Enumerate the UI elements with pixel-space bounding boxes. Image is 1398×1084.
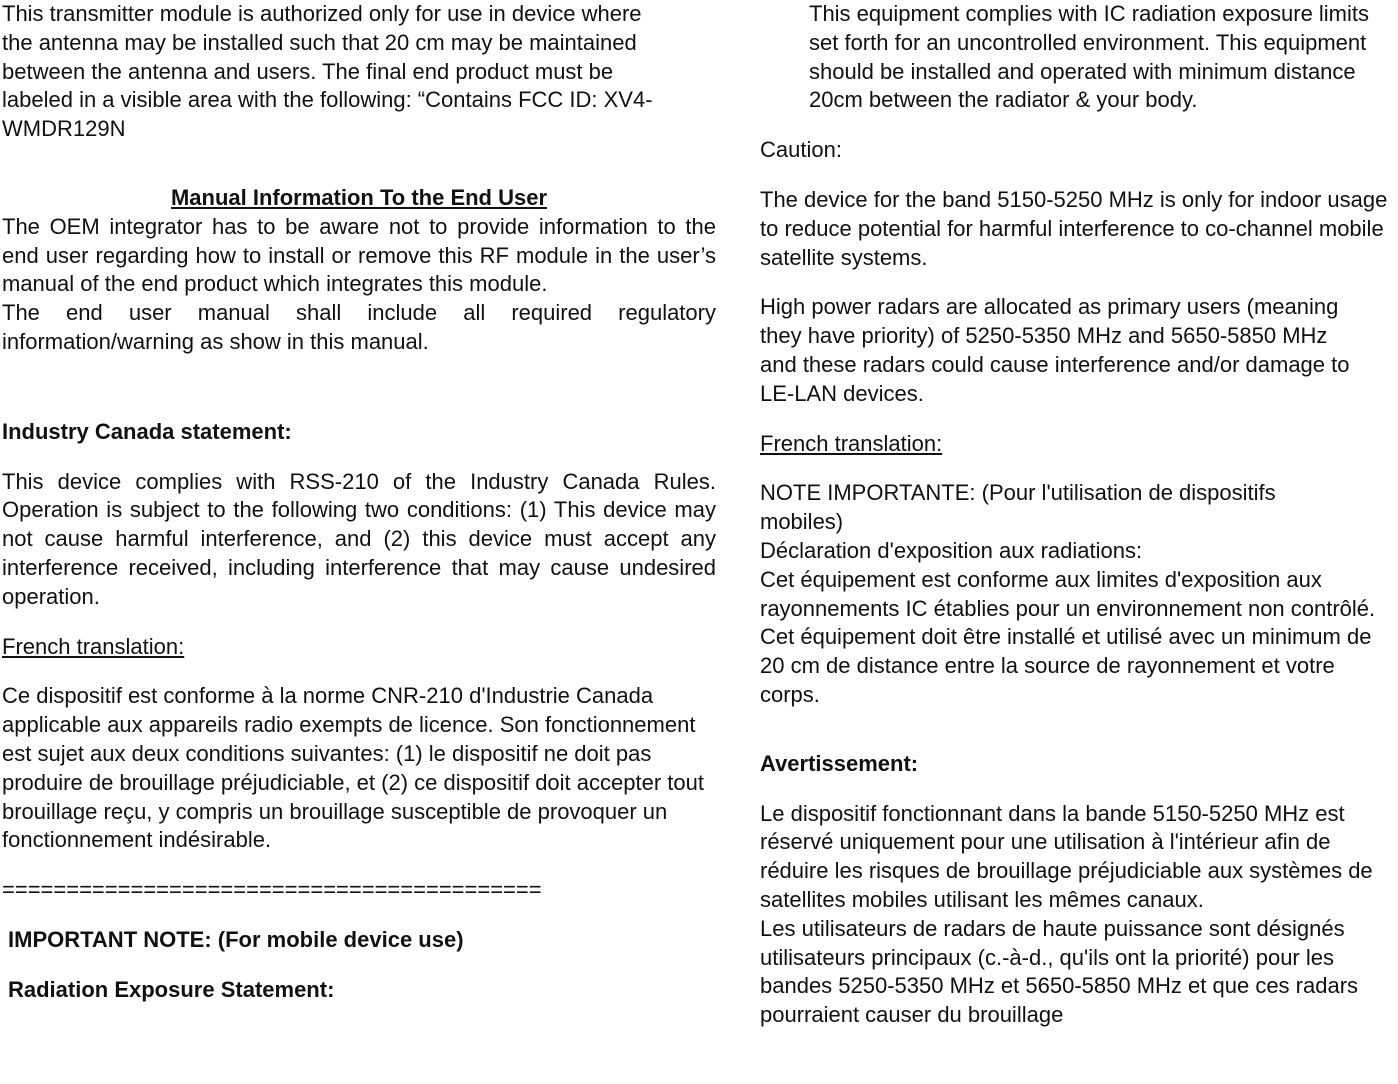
avertissement-paragraph-1: Le dispositif fonctionnant dans la bande 5150-5250 MHz est réservé uniquement pour une utilisation à l'intérieur afin de réduire les risques de brouillage préjudiciable aux systèmes de satellites mobiles utilisant les mêmes canaux. bbox=[760, 800, 1373, 912]
caution-label: Caution: bbox=[760, 137, 842, 163]
avertissement-heading: Avertissement: bbox=[760, 750, 919, 776]
avertissement-paragraph-2: Les utilisateurs de radars de haute puissance sont désignés utilisateurs principaux (c.-à-d., qu'ils ont la priorité) pour les bandes 5250-5350 MHz et 5650-5850 MHz et que ces radars pourraient causer du brouillage bbox=[760, 915, 1359, 1028]
important-note-heading: IMPORTANT NOTE: (For mobile device use) bbox=[8, 926, 464, 952]
oem-integrator-paragraph: The OEM integrator has to be aware not to provide information to the end user regarding how to install or remove this RF module in the user’s manual of the end product which integrates this module. bbox=[2, 213, 716, 297]
caution-paragraph: The device for the band 5150-5250 MHz is only for indoor usage to reduce potential for harmful interference to co-channel mobile satellite systems. bbox=[760, 186, 1388, 270]
radar-paragraph: High power radars are allocated as primary users (meaning they have priority) of 5250-5350 MHz and 5650-5850 MHz and these radars could cause interference and/or damage to LE-LAN devices. bbox=[760, 294, 1350, 406]
equipement-conforme-paragraph: Cet équipement est conforme aux limites d'exposition aux rayonnements IC établies pour un environnement non contrôlé. Cet équipement doit être installé et utilisé avec un minimum de 20 cm de distance entre la source de rayonnement et votre corps. bbox=[760, 566, 1376, 707]
industry-canada-paragraph: This device complies with RSS-210 of the Industry Canada Rules. Operation is subject to the following two conditions: (1) This device may not cause harmful interference, and (2) this device must accept any interference received, including interference that may cause undesired operation. bbox=[2, 468, 716, 609]
french-translation-label: French translation: bbox=[2, 633, 185, 659]
right-column bbox=[760, 0, 1398, 1030]
left-column bbox=[2, 0, 716, 1005]
manual-info-heading: Manual Information To the End User bbox=[170, 184, 548, 210]
fcc-authorization-paragraph: This transmitter module is authorized only for use in device where the antenna may be installed such that 20 cm may be maintained between the antenna and users. The final end product must be labeled in a visible area with the following: “Contains FCC ID: XV4-WMDR129N bbox=[2, 1, 653, 142]
french-translation-paragraph: Ce dispositif est conforme à la norme CNR-210 d'Industrie Canada applicable aux appareils radio exempts de licence. Son fonctionnement est sujet aux deux conditions suivantes: (1) le dispositif ne doit pas produire de brouillage préjudiciable, et (2) ce dispositif doit accepter tout brouillage reçu, y compris un brouillage susceptible de provoquer un fonctionnement indésirable. bbox=[2, 683, 704, 853]
industry-canada-heading: Industry Canada statement: bbox=[2, 418, 292, 444]
note-importante-line: NOTE IMPORTANTE: (Pour l'utilisation de dispositifs mobiles) bbox=[760, 480, 1276, 535]
ic-exposure-paragraph: This equipment complies with IC radiation exposure limits set forth for an uncontrolled environment. This equipment should be installed and operated with minimum distance 20cm between the radiator & your body. bbox=[809, 1, 1370, 113]
end-user-manual-paragraph: The end user manual shall include all required regulatory information/warning as show in this manual. bbox=[2, 300, 716, 354]
declaration-exposition-line: Déclaration d'exposition aux radiations: bbox=[760, 537, 1143, 563]
french-translation-label-right: French translation: bbox=[760, 430, 943, 456]
separator-line: ========================================== bbox=[2, 877, 542, 903]
radiation-exposure-heading: Radiation Exposure Statement: bbox=[8, 976, 335, 1002]
